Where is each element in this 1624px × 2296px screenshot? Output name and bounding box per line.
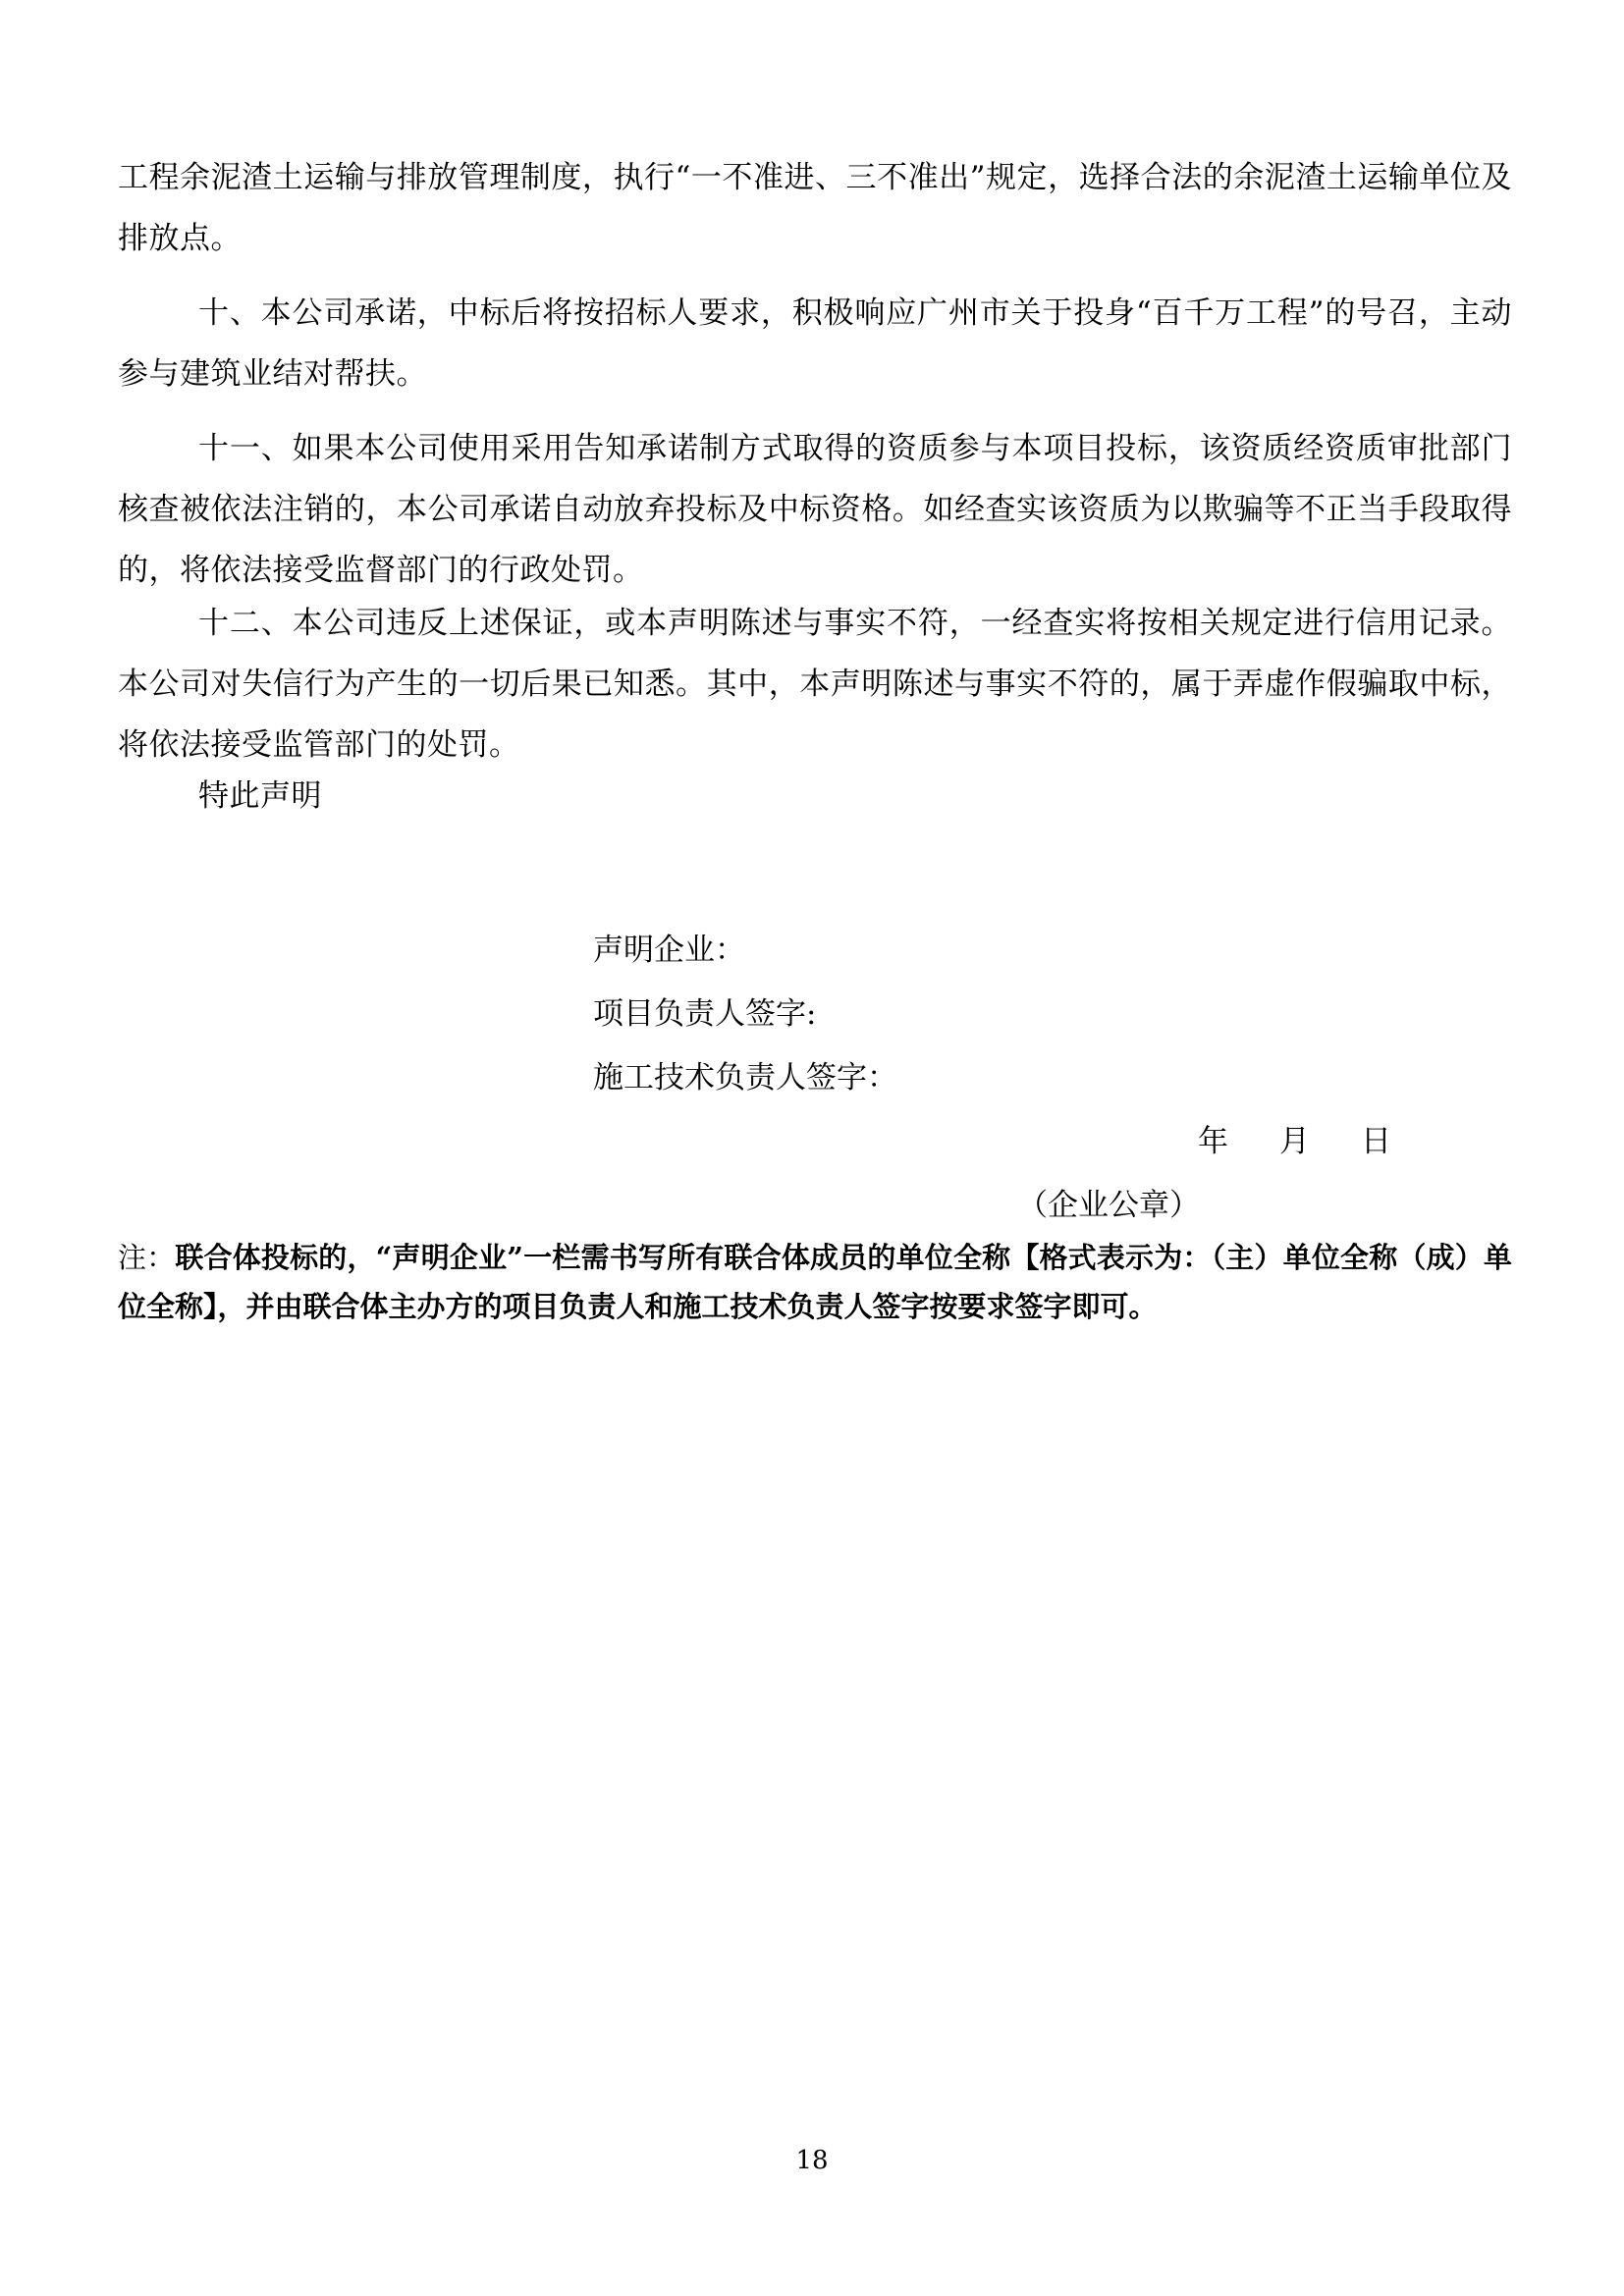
- date-day-label: 日: [1361, 1124, 1391, 1159]
- paragraph-item-11: 十一、如果本公司使用采用告知承诺制方式取得的资质参与本项目投标，该资质经资质审批部门核查被依法注销的，本公司承诺自动放弃投标及中标资格。如经查实该资质为以欺骗等不正当手段取得的，将依法接受监督部门的行政处罚。: [118, 431, 1512, 588]
- company-seal-label: （企业公章）: [1017, 1188, 1200, 1223]
- page-number: 18: [795, 2146, 829, 2175]
- paragraph-item-10: 十、本公司承诺，中标后将按招标人要求，积极响应广州市关于投身“百千万工程”的号召，主动参与建筑业结对帮扶。: [118, 295, 1512, 392]
- signature-date: [1198, 1122, 1442, 1161]
- closing-statement: 特此声明: [198, 778, 322, 814]
- note-text: 联合体投标的，“声明企业”一栏需书写所有联合体成员的单位全称【格式表示为：（主）单位全称（成）单位全称】，并由联合体主办方的项目负责人和施工技术负责人签字按要求签字即可。: [118, 1241, 1512, 1323]
- paragraph-item-12: 十二、本公司违反上述保证，或本声明陈述与事实不符，一经查实将按相关规定进行信用记录。本公司对失信行为产生的一切后果已知悉。其中，本声明陈述与事实不符的，属于弄虚作假骗取中标，将依法接受监管部门的处罚。: [118, 606, 1512, 763]
- date-year-label: 年: [1198, 1124, 1228, 1159]
- consortium-note: [118, 1233, 1512, 1331]
- note-prefix: 注：: [118, 1241, 176, 1274]
- date-month-label: 月: [1279, 1124, 1310, 1159]
- tech-lead-signature-label: 施工技术负责人签字：: [593, 1060, 897, 1095]
- paragraph-continuation: 工程余泥渣土运输与排放管理制度，执行“一不准进、三不准出”规定，选择合法的余泥渣土运输单位及排放点。: [118, 160, 1512, 256]
- declaring-company-label: 声明企业：: [593, 933, 745, 968]
- project-lead-signature-label: 项目负责人签字:: [593, 996, 817, 1032]
